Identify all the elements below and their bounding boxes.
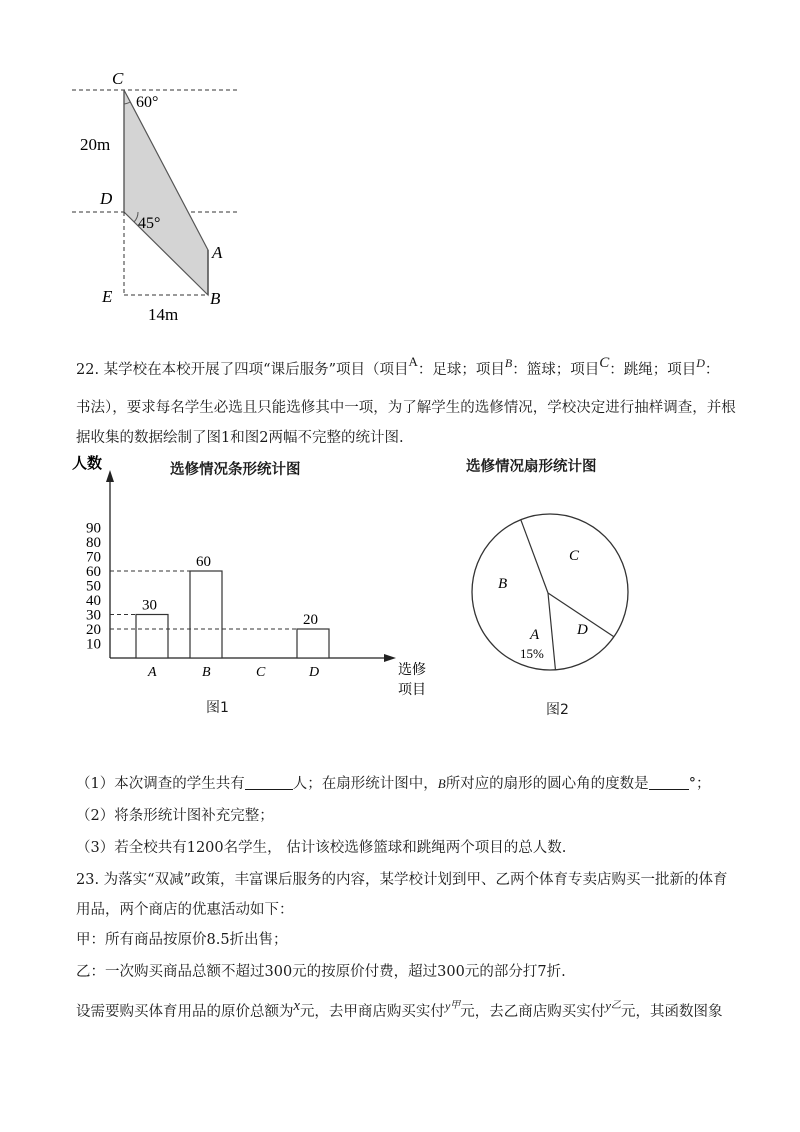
figure-2-caption: 图2 — [546, 702, 569, 718]
label-d: D — [100, 189, 113, 208]
q23-text-b: 元，去甲商店购买实付 — [299, 1004, 445, 1020]
bar — [297, 629, 329, 658]
sub1-text-a: （1）本次调查的学生共有 — [76, 776, 245, 792]
bar-chart-title: 选修情况条形统计图 — [170, 462, 301, 478]
bar — [136, 615, 168, 659]
q22-text-d: ：跳绳；项目 — [609, 362, 697, 378]
shaded-quadrilateral — [124, 90, 208, 295]
label-e: E — [102, 287, 113, 306]
q23-line4: 乙：一次购买商品总额不超过300元的按原价付费，超过300元的部分打7折. — [76, 964, 566, 980]
q22-item-a: A — [408, 354, 418, 369]
pie-slice-label: C — [569, 548, 580, 564]
x-tick-label: B — [202, 665, 211, 680]
pie-chart — [460, 500, 640, 680]
sub1-text-c: 所对应的扇形的圆心角的度数是 — [445, 776, 649, 792]
y-tick-label: 40 — [86, 593, 101, 609]
label-20m: 20m — [80, 135, 111, 154]
var-y-jia: y — [444, 999, 451, 1013]
y-tick-label: 50 — [86, 578, 101, 595]
q22-item-d: D — [696, 356, 705, 370]
sub1-text-d: °； — [688, 776, 711, 792]
y-tick-label: 70 — [86, 549, 101, 566]
q23-line1: 23. 为落实“双减”政策，丰富课后服务的内容，某学校计划到甲、乙两个体育专卖店购买一批新的体育 — [76, 872, 728, 888]
pie-slice-label: B — [498, 576, 508, 592]
q23-text-c: 元，去乙商店购买实付 — [460, 1004, 606, 1020]
y-tick-label: 30 — [86, 607, 101, 624]
y-tick-label: 60 — [86, 564, 101, 580]
q22-text-c: ：篮球；项目 — [512, 362, 600, 378]
label-14m: 14m — [148, 305, 179, 324]
sub1-item-b: B — [437, 776, 446, 791]
figure-1-caption: 图1 — [206, 700, 229, 716]
x-axis-label: 项目 — [398, 683, 426, 698]
pie-circle — [472, 514, 628, 670]
q22-sub3: （3）若全校共有1200名学生， 估计该校选修篮球和跳绳两个项目的总人数. — [76, 840, 567, 856]
y-axis-arrow — [106, 470, 114, 482]
q23-line3: 甲：所有商品按原价8.5折出售； — [76, 932, 288, 948]
label-angle-60: 60° — [136, 94, 159, 111]
label-c: C — [112, 69, 124, 88]
pie-slice-label: D — [577, 622, 588, 638]
q22-item-c: C — [599, 355, 610, 371]
q22-text-a: 22. 某学校在本校开展了四项“课后服务”项目（项目 — [76, 362, 409, 378]
x-axis-label: 选修 — [398, 663, 426, 678]
label-a: A — [212, 243, 223, 262]
q22-line2: 书法），要求每名学生必选且只能选修其中一项，为了解学生的选修情况，学校决定进行抽样调查，并根 — [76, 400, 736, 416]
x-tick-label: A — [148, 665, 157, 680]
data-label: 60 — [196, 554, 211, 570]
label-angle-45: 45° — [138, 215, 161, 232]
q22-item-b: B — [504, 356, 513, 370]
x-axis-arrow — [384, 654, 396, 662]
y-tick-label: 10 — [86, 636, 101, 653]
q22-line1 — [76, 352, 719, 380]
q22-line3: 据收集的数据绘制了图1和图2两幅不完整的统计图. — [76, 430, 404, 446]
q22-text-b: ：足球；项目 — [417, 362, 505, 378]
q22-text-e: ： — [704, 362, 720, 378]
y-axis-label: 人数 — [72, 456, 103, 472]
var-y-yi: y — [605, 998, 612, 1013]
q22-sub1 — [76, 774, 710, 794]
pie-slice-percent: 15% — [520, 646, 544, 661]
x-tick-label: D — [309, 665, 320, 680]
pie-chart-title: 选修情况扇形统计图 — [466, 459, 597, 475]
bar — [190, 571, 222, 658]
y-tick-label: 80 — [86, 535, 101, 551]
bar-chart — [70, 448, 426, 708]
answer-blank-angle[interactable] — [649, 775, 689, 790]
var-y-yi-sub: 乙 — [611, 1000, 622, 1011]
label-b: B — [210, 289, 221, 308]
x-tick-label: C — [256, 665, 266, 680]
geometry-figure — [60, 60, 260, 330]
pie-slice-label: A — [530, 627, 540, 643]
y-tick-label: 20 — [86, 622, 101, 638]
data-label: 30 — [142, 597, 157, 614]
q23-text-d: 元，其函数图象 — [621, 1004, 723, 1020]
answer-blank-count[interactable] — [245, 775, 293, 790]
data-label: 20 — [303, 612, 318, 628]
q23-line2: 用品，两个商店的优惠活动如下： — [76, 902, 294, 918]
var-x: x — [293, 998, 300, 1014]
q23-line5 — [76, 996, 723, 1022]
q23-text-a: 设需要购买体育用品的原价总额为 — [76, 1004, 294, 1020]
var-y-jia-sub: 甲 — [450, 1000, 461, 1011]
sub1-text-b: 人；在扇形统计图中， — [292, 776, 438, 792]
q22-sub2: （2）将条形统计图补充完整； — [76, 808, 274, 824]
y-tick-label: 90 — [86, 520, 101, 537]
